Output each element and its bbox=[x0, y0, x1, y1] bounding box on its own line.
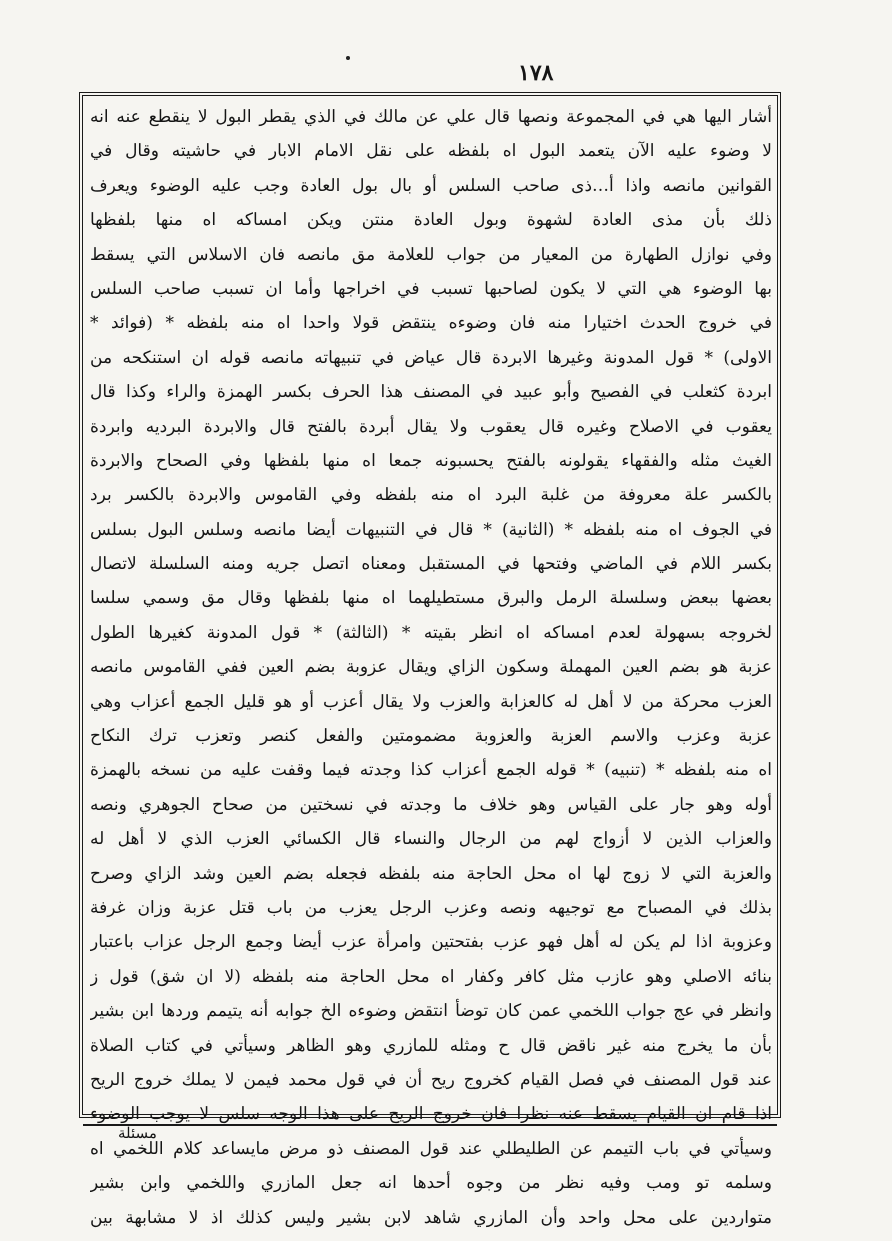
text-line: بالكسر علة معروفة من غلبة البرد اه منه بلفظه وفي القاموس والابردة بالكسر برد bbox=[90, 485, 772, 506]
text-line: القوانين مانصه واذا أ…ذى صاحب السلس أو بال بول العادة وجب عليه الوضوء ويعرف bbox=[90, 175, 772, 196]
text-line: لا وضوء عليه الآن يتعمد البول اه بلفظه على نقل الامام الابار في حاشيته وقال في bbox=[90, 141, 772, 162]
text-block bbox=[90, 100, 772, 1235]
text-line: متواردين على محل واحد وأن المازري شاهد لابن بشير وليس كذلك اذ لا مشابهة بين bbox=[90, 1207, 772, 1228]
catchword: مسئلة bbox=[118, 1124, 157, 1142]
text-line: والعزاب الذين لا أزواج لهم من الرجال والنساء قال الكسائي العزب الذي لا أهل له bbox=[90, 829, 772, 850]
text-line: الاولى) * قول المدونة وغيرها الابردة قال عياض في تنبيهاته مانصه قوله ان استنكحه من bbox=[90, 347, 772, 368]
page-number: ١٧٨ bbox=[518, 60, 554, 86]
text-line: أوله وهو جار على القياس وهو خلاف ما وجدته في نسختين من صحاح الجوهري ونصه bbox=[90, 794, 772, 815]
text-line: وانظر في عج جواب اللخمي عمن كان توضأ انتقض وضوءه الخ جوابه أنه يتيمم وردها ابن بشير bbox=[90, 1001, 772, 1022]
text-line: بكسر اللام في الماضي وفتحها في المستقبل ومعناه اتصل جريه ومنه السلسلة لاتصال bbox=[90, 554, 772, 575]
text-line: في خروج الحدث اختيارا منه فان وضوءه ينتقض قولا واحدا اه منه بلفظه * (فوائد * bbox=[90, 313, 772, 334]
text-line: يعقوب في الاصلاح وغيره قال يعقوب ولا يقال أبردة بالفتح قال والابردة البرديه وابردة bbox=[90, 416, 772, 437]
text-line: عند قول المصنف في فصل القيام كخروج ريح أن في قول محمد فيمن لا يملك خروج الريح bbox=[90, 1069, 772, 1090]
text-line: وسلمه تو ومب وفيه نظر من وجوه أحدها انه جعل المازري واللخمي وابن بشير bbox=[90, 1173, 772, 1194]
text-line: ابردة كثعلب في الفصيح وأبو عبيد في المصنف هذا الحرف بكسر الهمزة والراء وكذا قال bbox=[90, 382, 772, 403]
text-line: وسيأتي في باب التيمم عن الطليطلي عند قول المصنف ذو مرض مايساعد كلام اللخمي اه bbox=[90, 1138, 772, 1159]
ink-dot bbox=[346, 56, 350, 60]
text-line: لخروجه بسهولة لعدم امساكه اه انظر بقيته * (الثالثة) * قول المدونة كغيرها الطول bbox=[90, 622, 772, 643]
text-line: وعزوبة اذا لم يكن له أهل فهو عزب بفتحتين وامرأة عزب أيضا وجمع الرجل عزاب باعتبار bbox=[90, 932, 772, 953]
text-line: بعضها ببعض وسلسلة الرمل والبرق مستطيلهما اه منها بلفظها وقال مق وسمي سلسا bbox=[90, 588, 772, 609]
text-line: عزبة هو بضم العين المهملة وسكون الزاي ويقال عزوبة بضم العين ففي القاموس مانصه bbox=[90, 657, 772, 678]
text-line: بها الوضوء هي التي لا يكون لصاحبها تسبب في اخراجها وأما ان تسبب صاحب السلس bbox=[90, 278, 772, 299]
text-line: في الجوف اه منه بلفظه * (الثانية) * قال في التنبيهات أيضا مانصه وسلس البول بسلس bbox=[90, 519, 772, 540]
text-line: والعزبة التي لا زوج لها اه محل الحاجة منه بلفظه فجعله بضم العين وشد الزاي وصرح bbox=[90, 863, 772, 884]
text-line: العزب محركة من لا أهل له كالعزابة والعزب ولا يقال أعزب أو هو قليل الجمع أعزاب وهي bbox=[90, 691, 772, 712]
text-line: الغيث مثله والفقهاء يقولونه بالفتح يحسبونه جمعا اه منها بلفظها وفي الصحاح والابردة bbox=[90, 450, 772, 471]
text-line: اه منه بلفظه * (تنبيه) * قوله الجمع أعزاب كذا وجدته فيما وقفت عليه من نسخه بالهمزة bbox=[90, 760, 772, 781]
text-line: أشار اليها هي في المجموعة ونصها قال علي عن مالك في الذي يقطر البول لا ينقطع عنه انه bbox=[90, 107, 772, 127]
text-line: وفي نوازل الطهارة من المعيار من جواب للعلامة مق مانصه فان الاسلاس التي يسقط bbox=[90, 244, 772, 265]
text-line: بأن ما يخرج منه غير ناقض قال ح ومثله للمازري وهو الظاهر وسيأتي في كتاب الصلاة bbox=[90, 1035, 772, 1056]
text-line: اذا قام ان القيام يسقط عنه نظرا فان خروج الريح على هذا الوجه سلس لا يوجب الوضوء bbox=[90, 1104, 772, 1125]
text-line: ذلك بأن مذى العادة لشهوة وبول العادة منتن ويكن امساكه اه منها بلفظها bbox=[90, 210, 772, 231]
text-line: عزبة وعزب والاسم العزبة والعزوبة مضمومتين والفعل كنصر وتعزب ترك النكاح bbox=[90, 726, 772, 747]
text-line: بذلك في المصباح مع توجيهه ونصه وعزب الرجل يعزب من باب قتل عزبة وزان غرفة bbox=[90, 897, 772, 918]
text-line: بنائه الاصلي وهو عازب مثل كافر وكفار اه محل الحاجة منه بلفظه (لا ان شق) قول ز bbox=[90, 966, 772, 987]
